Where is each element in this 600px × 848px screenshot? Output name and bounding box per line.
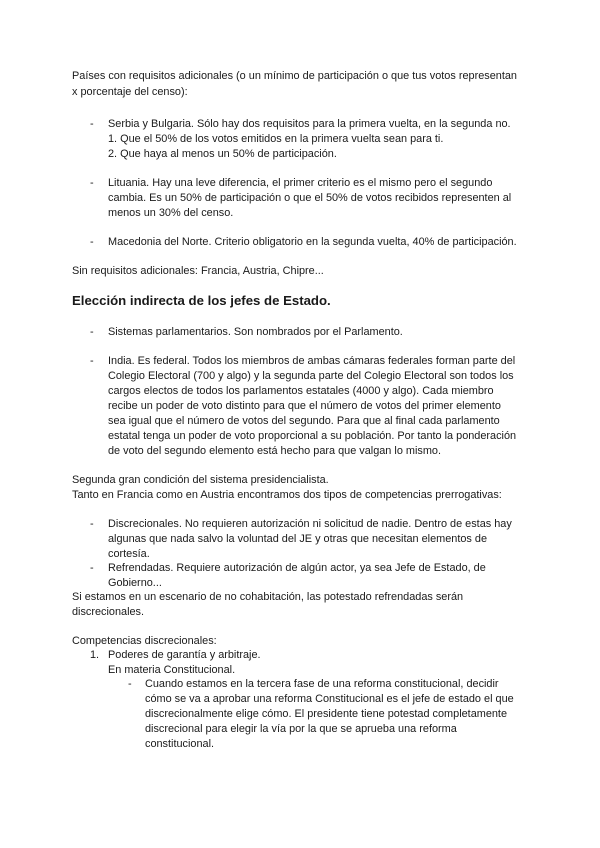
list-item-text: sea igual que el número de votos del segundo. Para que al final cada parlamento — [108, 415, 500, 427]
list-item-text: Colegio Electoral (700 y algo) y la segunda parte del Colegio Electoral son todos los — [108, 370, 514, 382]
list-item-text: Macedonia del Norte. Criterio obligatorio en la segunda vuelta, 40% de participación. — [108, 236, 517, 248]
list-item-text: Discrecionales. No requieren autorización ni solicitud de nadie. Dentro de estas hay — [108, 518, 512, 530]
list-item-text: estatal tenga un poder de voto proporcional a su población. Por tanto la ponderación — [108, 430, 517, 442]
sub-label: En materia Constitucional. — [108, 664, 236, 676]
list-item-text: cambia. Es un 50% de participación o que el 50% de votos recibidos representen al — [108, 192, 512, 204]
list-item-text: menos un 30% del censo. — [108, 207, 234, 219]
list-item-text: 1. Que el 50% de los votos emitidos en la primera vuelta sean para ti. — [108, 133, 444, 145]
paragraph-line: discrecionales. — [72, 606, 145, 618]
competencias-title: Competencias discrecionales: — [72, 635, 217, 647]
list-item-text: cargos electos de todos los parlamentos estatales (4000 y algo). Cada miembro — [108, 385, 494, 397]
list-item-text: Sistemas parlamentarios. Son nombrados por el Parlamento. — [108, 326, 403, 338]
paragraph-line: Tanto en Francia como en Austria encontramos dos tipos de competencias prerrogativas: — [72, 489, 502, 501]
paragraph-line: Si estamos en un escenario de no cohabitación, las potestado refrendadas serán — [72, 591, 464, 603]
intro-line-2: x porcentaje del censo): — [72, 86, 188, 98]
sub-item-text: constitucional. — [145, 738, 215, 750]
list-number: 1. — [90, 649, 100, 661]
list-item-text: Gobierno... — [108, 577, 162, 589]
sub-item-text: Cuando estamos en la tercera fase de una reforma constitucional, decidir — [145, 678, 499, 690]
list-bullet: - — [90, 355, 94, 367]
list-item-text: cortesía. — [108, 548, 150, 560]
sub-item-text: discrecionalmente elige cómo. El presidente tiene potestad completamente — [145, 708, 508, 720]
section-heading: Elección indirecta de los jefes de Estado. — [72, 293, 331, 308]
list-bullet: - — [90, 518, 94, 530]
list-item-text: recibe un poder de voto distinto para que el número de votos del primer elemento — [108, 400, 501, 412]
list-bullet: - — [90, 118, 94, 130]
list-bullet: - — [90, 236, 94, 248]
list-bullet: - — [90, 562, 94, 574]
list-bullet: - — [90, 177, 94, 189]
no-requirements-line: Sin requisitos adicionales: Francia, Austria, Chipre... — [72, 265, 324, 277]
numbered-item-text: Poderes de garantía y arbitraje. — [108, 649, 261, 661]
list-bullet: - — [128, 678, 132, 690]
list-item-text: Lituania. Hay una leve diferencia, el primer criterio es el mismo pero el segundo — [108, 177, 493, 189]
list-item-text: Serbia y Bulgaria. Sólo hay dos requisitos para la primera vuelta, en la segunda no. — [108, 118, 511, 130]
sub-item-text: cómo se va a aprobar una reforma Constitucional es el jefe de estado el que — [145, 693, 514, 705]
intro-line-1: Países con requisitos adicionales (o un mínimo de participación o que tus votos representan — [72, 70, 517, 82]
list-item-text: Refrendadas. Requiere autorización de algún actor, ya sea Jefe de Estado, de — [108, 562, 486, 574]
list-bullet: - — [90, 326, 94, 338]
paragraph-line: Segunda gran condición del sistema presidencialista. — [72, 474, 329, 486]
list-item-text: algunas que nada salvo la voluntad del JE y otras que necesitan elementos de — [108, 533, 488, 545]
list-item-text: 2. Que haya al menos un 50% de participación. — [108, 148, 337, 160]
list-item-text: de voto del segundo elemento está hecho para que valgan lo mismo. — [108, 445, 441, 457]
list-item-text: India. Es federal. Todos los miembros de ambas cámaras federales forman parte del — [108, 355, 516, 367]
sub-item-text: discrecional para elegir la vía por la que se aprueba una reforma — [145, 723, 457, 735]
